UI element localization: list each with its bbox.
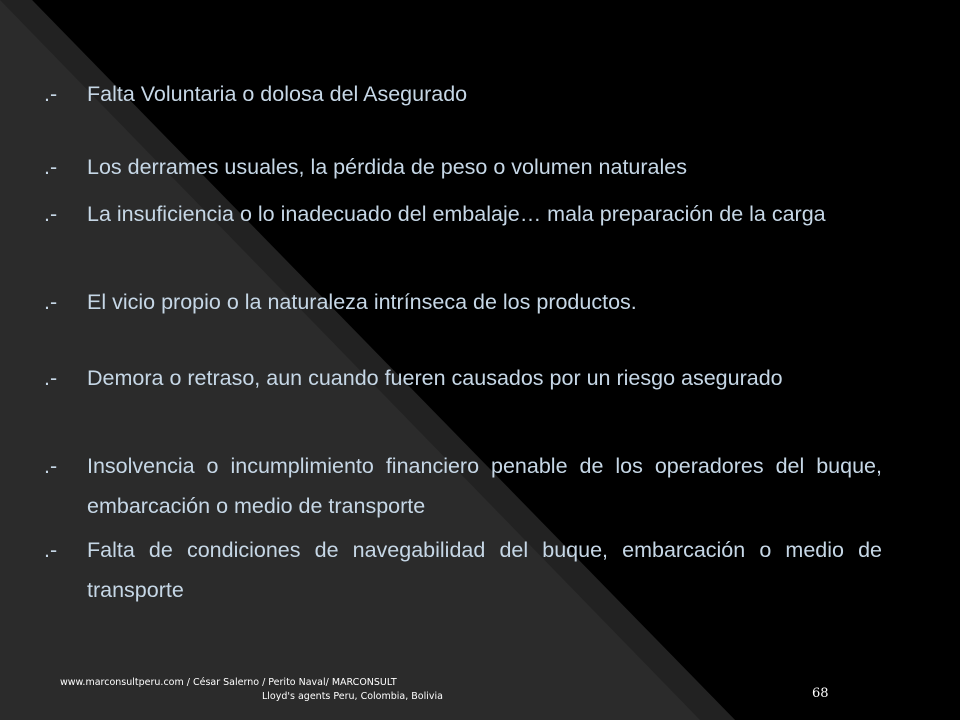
bullet-text: Falta de condiciones de navegabilidad del buque, embarcación o medio de transporte — [87, 538, 882, 602]
bullet-marker: .- — [44, 155, 58, 179]
bullet-marker: .- — [44, 454, 58, 478]
bullet-marker: .- — [44, 366, 58, 390]
bullet-text: Falta Voluntaria o dolosa del Asegurado — [87, 82, 468, 106]
bullet-text: La insuficiencia o lo inadecuado del embalaje… mala preparación de la carga — [87, 202, 826, 226]
slide-footer — [60, 676, 500, 704]
bullet-item — [44, 74, 882, 114]
bullet-text: El vicio propio o la naturaleza intrínseca de los productos. — [87, 290, 637, 314]
bullet-item — [44, 147, 882, 187]
bullet-marker: .- — [44, 82, 58, 106]
bullet-text: Los derrames usuales, la pérdida de peso o volumen naturales — [87, 155, 687, 179]
bullet-marker: .- — [44, 290, 58, 314]
bullet-item — [44, 358, 882, 398]
footer-credits: www.marconsultperu.com / César Salerno / Perito Naval/ MARCONSULT — [60, 677, 397, 688]
page-number: 68 — [812, 686, 829, 701]
bullet-text: Insolvencia o incumplimiento financiero penable de los operadores del buque, embarcación o medio de transporte — [87, 454, 882, 518]
bullet-marker: .- — [44, 538, 58, 562]
bullet-item — [44, 446, 882, 526]
bullet-marker: .- — [44, 202, 58, 226]
bullet-item — [44, 282, 882, 322]
bullet-item — [44, 530, 882, 610]
footer-agents: Lloyd's agents Peru, Colombia, Bolivia — [262, 691, 443, 702]
bullet-text: Demora o retraso, aun cuando fueren causados por un riesgo asegurado — [87, 366, 783, 390]
bullet-item — [44, 194, 882, 234]
